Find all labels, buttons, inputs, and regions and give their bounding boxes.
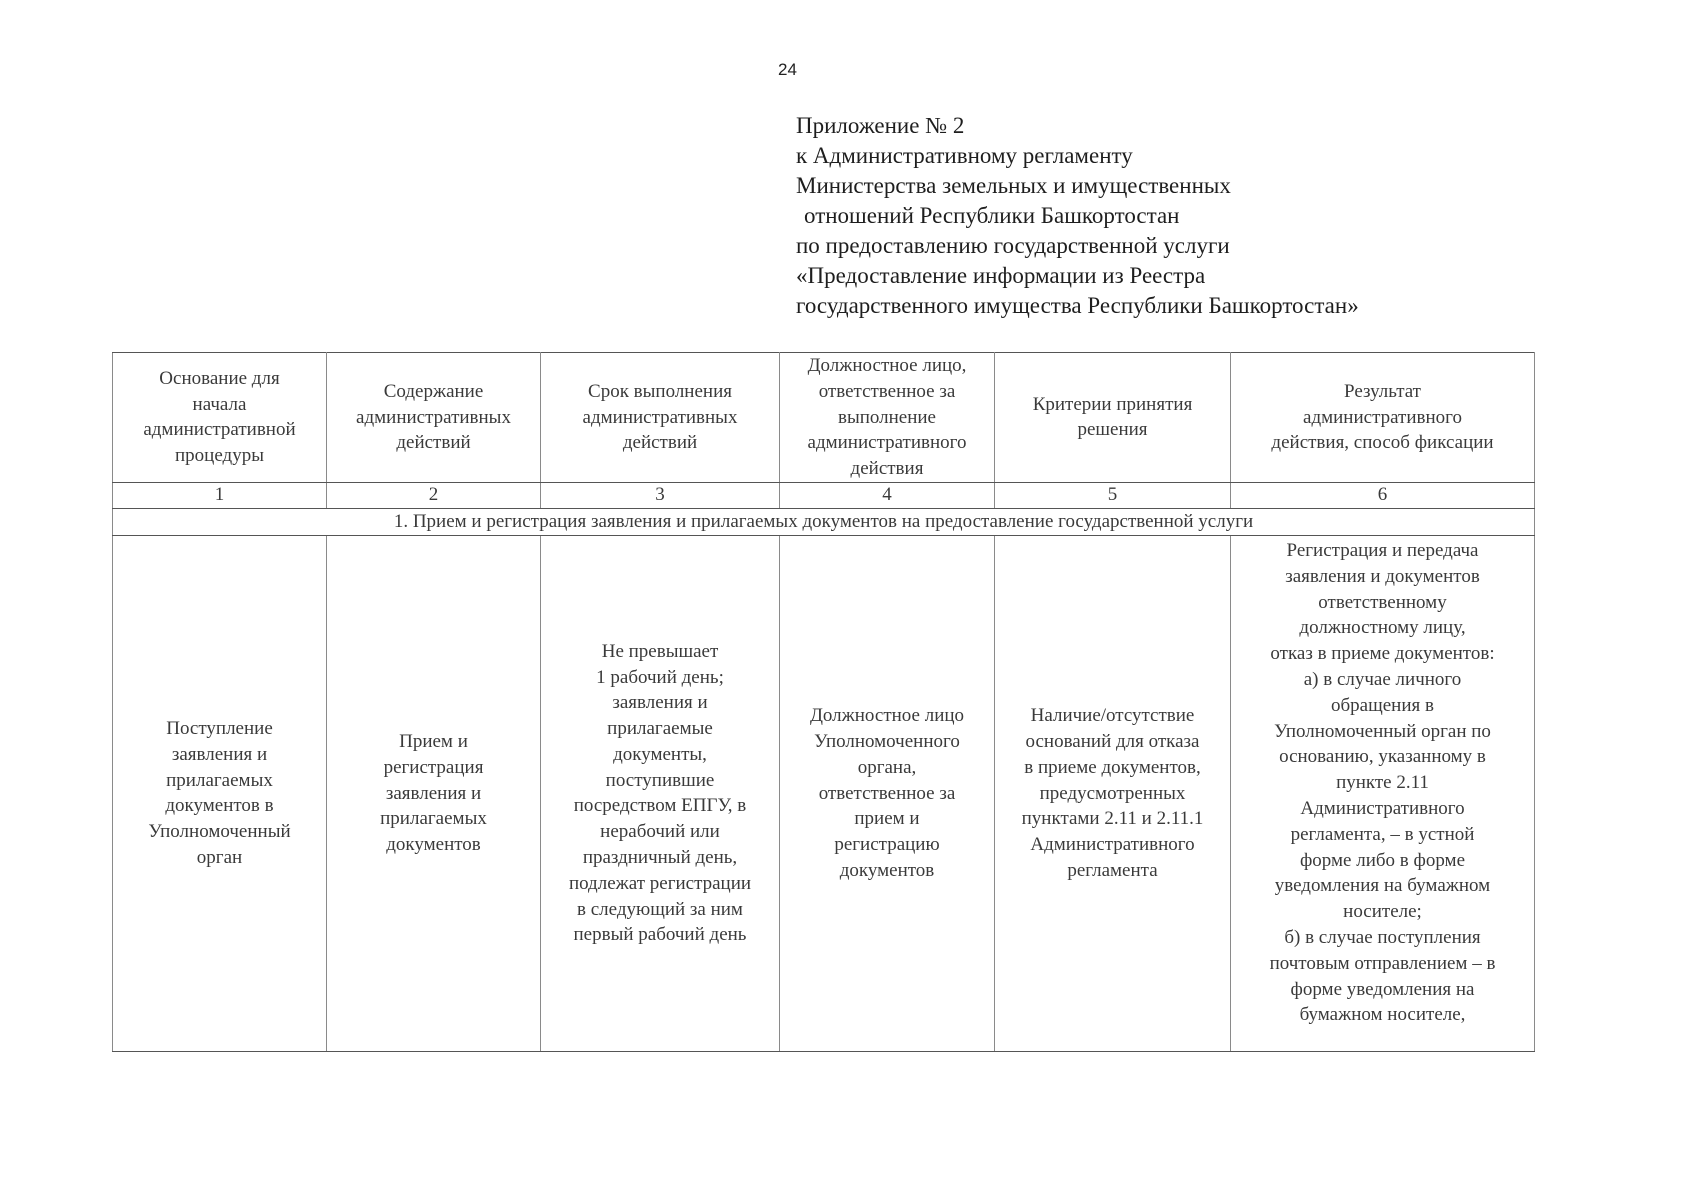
appendix-line: по предоставлению государственной услуги	[796, 233, 1230, 258]
appendix-line: государственного имущества Республики Башкортостан»	[796, 293, 1359, 318]
appendix-line: отношений Республики Башкортостан	[804, 203, 1180, 228]
page-number: 24	[778, 60, 797, 79]
deadline-cell: Не превышает 1 рабочий день; заявления и прилагаемые документы, поступившие посредством ЕПГУ, в нерабочий или праздничный день, подлежат регистрации в следующий за ним первый рабочий день	[541, 535, 780, 1051]
header-cell: Должностное лицо, ответственное за выполнение административного действия	[780, 353, 995, 483]
basis-cell: Поступление заявления и прилагаемых документов в Уполномоченный орган	[113, 535, 327, 1051]
header-cell: Критерии принятия решения	[995, 353, 1231, 483]
appendix-line: Министерства земельных и имущественных	[796, 173, 1231, 198]
column-number: 5	[995, 482, 1231, 508]
actions-cell: Прием и регистрация заявления и прилагаемых документов	[327, 535, 541, 1051]
criteria-cell: Наличие/отсутствие оснований для отказа в приеме документов, предусмотренных пунктами 2.11 и 2.11.1 Административного регламента	[995, 535, 1231, 1051]
header-cell: Срок выполнения административных действий	[541, 353, 780, 483]
column-number-row	[113, 482, 1535, 508]
procedure-table	[112, 352, 1535, 1052]
section-row	[113, 508, 1535, 535]
table-row	[113, 535, 1535, 1051]
header-cell: Основание для начала административной процедуры	[113, 353, 327, 483]
column-number: 1	[113, 482, 327, 508]
table-header-row	[113, 353, 1535, 483]
column-number: 3	[541, 482, 780, 508]
appendix-line: «Предоставление информации из Реестра	[796, 263, 1206, 288]
column-number: 2	[327, 482, 541, 508]
appendix-line: Приложение № 2	[796, 113, 965, 138]
appendix-line: к Административному регламенту	[796, 143, 1133, 168]
header-cell: Содержание административных действий	[327, 353, 541, 483]
responsible-cell: Должностное лицо Уполномоченного органа, ответственное за прием и регистрацию документов	[780, 535, 995, 1051]
section-title: 1. Прием и регистрация заявления и прилагаемых документов на предоставление государственной услуги	[113, 508, 1535, 535]
appendix-heading	[796, 111, 1496, 321]
header-cell: Результат административного действия, способ фиксации	[1231, 353, 1535, 483]
result-cell: Регистрация и передача заявления и документов ответственному должностному лицу, отказ в приеме документов: а) в случае личного обращения в Уполномоченный орган по основанию, указанному в пункте 2.11 Административного регламента, – в устной форме либо в форме уведомления на бумажном носителе; б) в случае поступления почтовым отправлением – в форме уведомления на бумажном носителе,	[1231, 535, 1535, 1051]
column-number: 4	[780, 482, 995, 508]
column-number: 6	[1231, 482, 1535, 508]
